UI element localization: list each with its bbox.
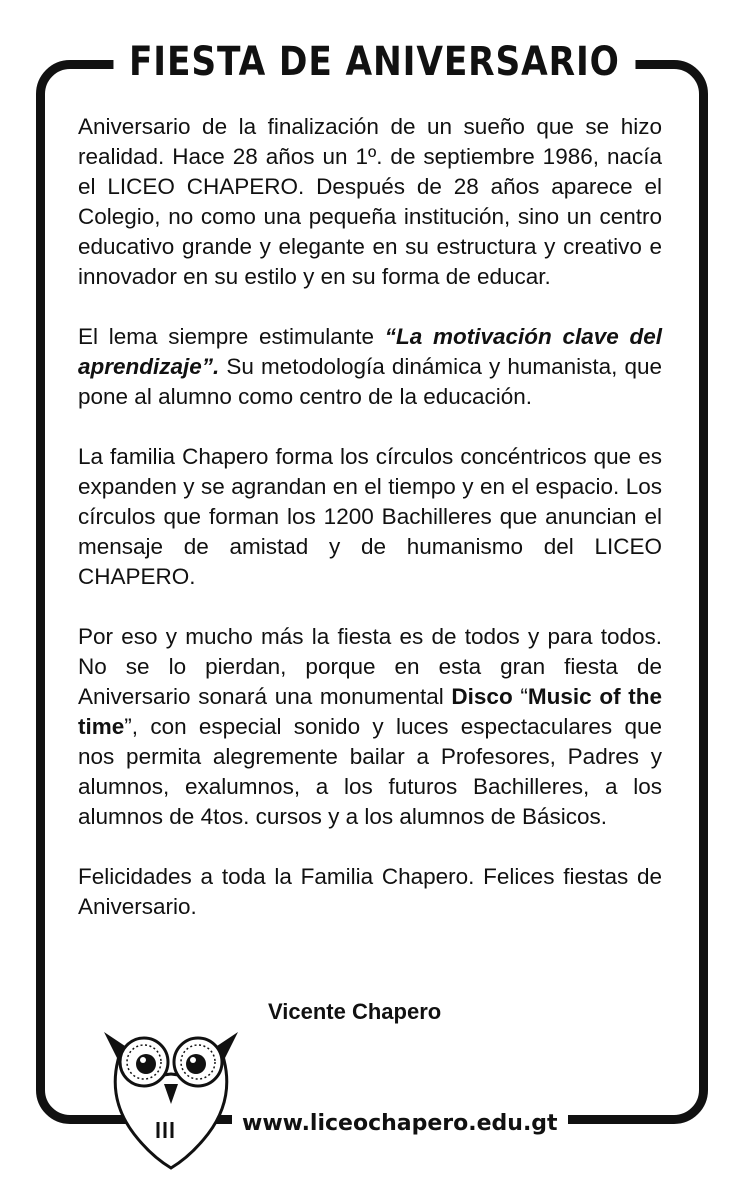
paragraph-family	[78, 442, 662, 592]
paragraph-party	[78, 622, 662, 832]
title-container	[0, 38, 748, 86]
motto-intro-text: El lema siempre estimulante	[78, 324, 385, 349]
paragraph-greetings	[78, 862, 662, 922]
owl-logo-icon	[96, 1022, 246, 1172]
footer-website-container	[232, 1108, 568, 1140]
party-rest-text: ”, con especial sonido y luces espectaculares que nos permita alegremente bailar a Profesores, Padres y alumnos, exalumnos, a los futuros Bachilleres, a los alumnos de 4tos. cursos y a los alumnos de Básicos.	[78, 714, 662, 829]
disco-text: Disco	[451, 684, 513, 709]
paragraph-family-text: La familia Chapero forma los círculos concéntricos que es expanden y se agrandan en el tiempo y en el espacio. Los círculos que forman los 1200 Bachilleres que anuncian el mensaje de amistad y de humanismo del LICEO CHAPERO.	[78, 444, 662, 589]
page-title: FIESTA DE ANIVERSARIO	[113, 38, 635, 86]
letter-body	[78, 112, 662, 952]
motto-text: “La motivación clave del aprendizaje”.	[78, 324, 662, 379]
paragraph-anniversary	[78, 112, 662, 292]
paragraph-anniversary-text: Aniversario de la finalización de un sueño que se hizo realidad. Hace 28 años un 1º. de septiembre 1986, nacía el LICEO CHAPERO. Después de 28 años aparece el Colegio, no como una pequeña institución, sino un centro educativo grande y elegante en su estructura y creativo e innovador en su estilo y en su forma de educar.	[78, 114, 662, 289]
music-of-the-time-text: Music of the time	[78, 684, 663, 739]
paragraph-greetings-text: Felicidades a toda la Familia Chapero. Felices fiestas de Aniversario.	[78, 864, 662, 919]
open-quote-text: “	[512, 684, 528, 709]
signature-name: Vicente Chapero	[268, 999, 442, 1024]
party-intro-text: Por eso y mucho más la fiesta es de todos y para todos. No se lo pierdan, porque en esta gran fiesta de Aniversario sonará una monumental	[78, 624, 662, 709]
paragraph-motto	[78, 322, 662, 412]
motto-rest-text: Su metodología dinámica y humanista, que pone al alumno como centro de la educación.	[78, 354, 662, 409]
website-link[interactable]: www.liceochapero.edu.gt	[242, 1111, 558, 1136]
